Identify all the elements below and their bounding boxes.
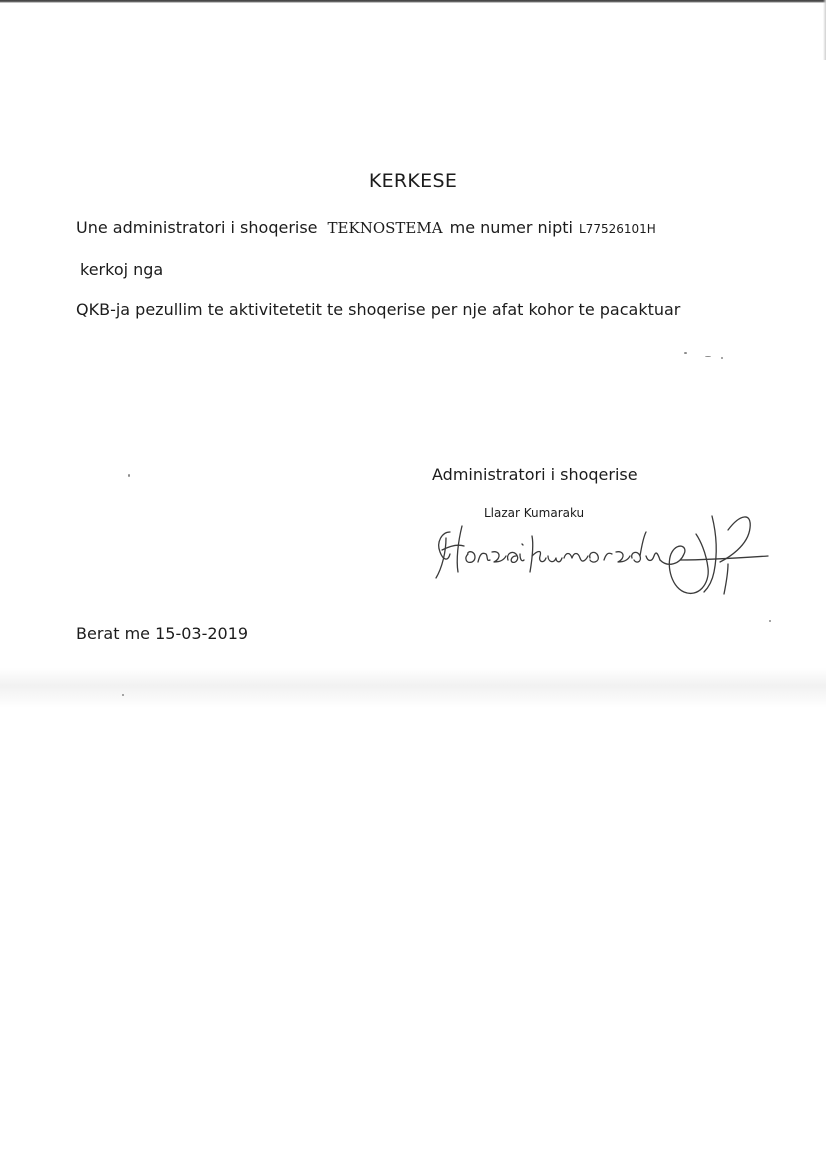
paragraph-line-2: kerkoj nga (80, 260, 164, 279)
scan-speck (684, 352, 687, 354)
scan-speck (769, 620, 771, 622)
scan-speck (122, 694, 124, 696)
signature-title: Administratori i shoqerise (432, 465, 638, 484)
line1-prefix: Une administratori i shoqerise (76, 218, 318, 237)
scan-speck (705, 356, 711, 357)
paragraph-line-3: QKB-ja pezullim te aktivitetetit te shoqerise per nje afat kohor te pacaktuar (76, 300, 681, 319)
line1-middle: me numer nipti (449, 218, 573, 237)
company-name: TEKNOSTEMA (327, 219, 443, 237)
scan-speck (128, 474, 130, 477)
paragraph-line-1 (76, 218, 656, 237)
nipt-number: L77526101H (579, 222, 656, 236)
signatory-name: Llazar Kumaraku (484, 506, 585, 520)
scan-shadow-band (0, 668, 826, 708)
date-line: Berat me 15-03-2019 (76, 624, 249, 643)
scan-speck (721, 357, 723, 359)
handwritten-signature (428, 502, 773, 602)
scan-top-edge (0, 0, 826, 3)
document-title: KERKESE (368, 170, 458, 192)
